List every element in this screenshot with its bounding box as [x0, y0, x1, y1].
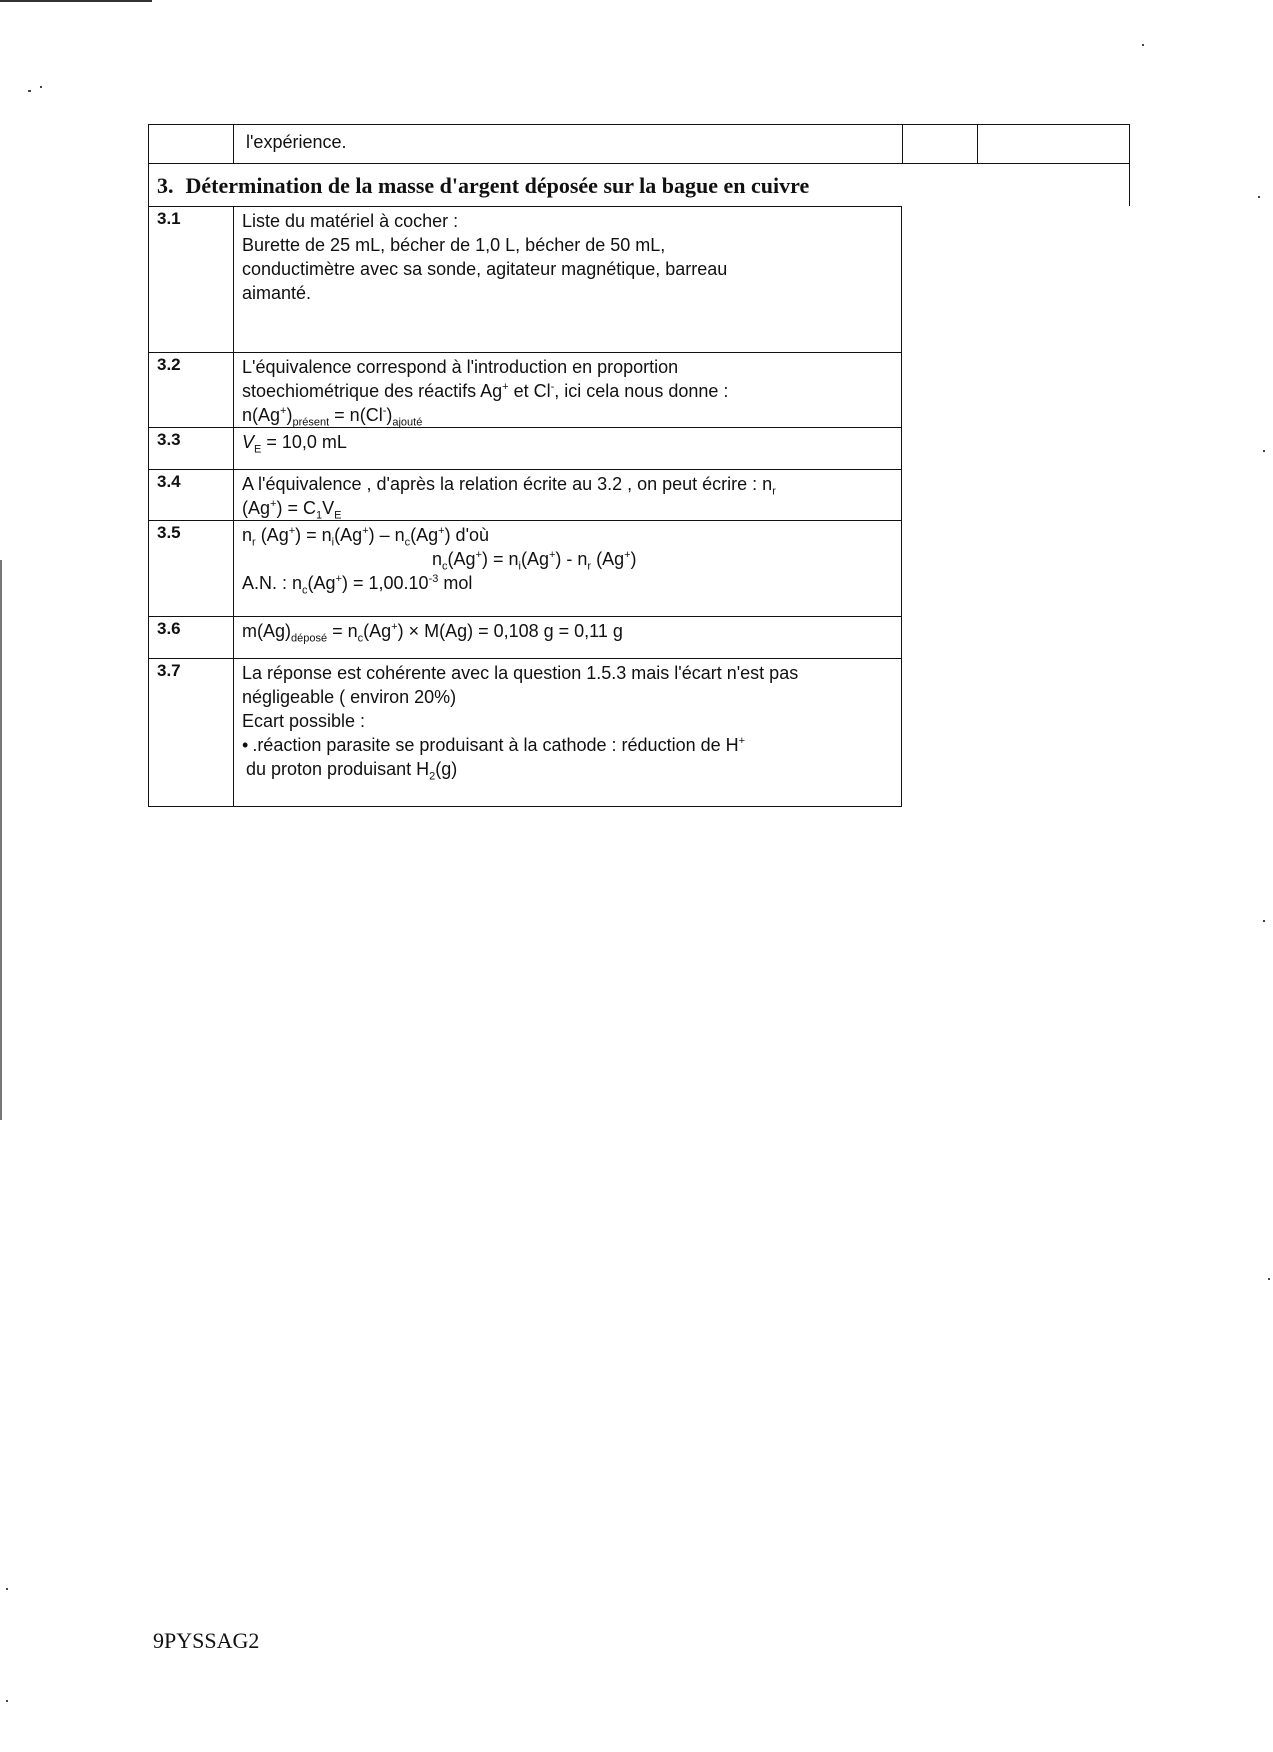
- subscript: r: [772, 485, 776, 498]
- continuation-text: l'expérience.: [234, 125, 903, 163]
- subscript: E: [254, 443, 262, 456]
- subscript: c: [357, 632, 364, 645]
- scan-speck: [1268, 1278, 1270, 1280]
- text-span: n(Ag: [242, 405, 281, 425]
- subscript: c: [404, 536, 411, 549]
- score-cell: [903, 125, 978, 163]
- answer-table: [148, 206, 902, 807]
- table-row: [149, 470, 902, 521]
- scan-top-line: [0, 0, 152, 2]
- question-number: 3.2: [149, 353, 234, 428]
- answer-line: La réponse est cohérente avec la question 1.5.3 mais l'écart n'est pas: [242, 663, 799, 683]
- text-span: ) = 1,00.10: [341, 573, 429, 593]
- answer-cell: [234, 470, 902, 521]
- table-row: [149, 659, 902, 807]
- section-title: Détermination de la masse d'argent déposée sur la bague en cuivre: [185, 173, 810, 198]
- text-span: ) × M(Ag) = 0,108 g = 0,11 g: [397, 621, 623, 641]
- answer-line: négligeable ( environ 20%): [242, 687, 457, 707]
- text-span: A.N. : n: [242, 573, 303, 593]
- section-heading: [148, 164, 1130, 206]
- superscript: -3: [428, 573, 439, 585]
- superscript: +: [738, 735, 746, 747]
- text-span: (Ag: [591, 549, 625, 569]
- question-number: 3.4: [149, 470, 234, 521]
- equation-line: [242, 547, 901, 571]
- scan-speck: [28, 90, 31, 92]
- text-span: (Ag: [410, 525, 439, 545]
- text-span: ) d'où: [444, 525, 490, 545]
- answer-line: Burette de 25 mL, bécher de 1,0 L, bécher de 50 mL,: [242, 235, 666, 255]
- superscript: +: [502, 381, 509, 393]
- text-span: A l'équivalence , d'après la relation écrite au 3.2 , on peut écrire : n: [242, 474, 773, 494]
- question-number: 3.7: [149, 659, 234, 807]
- text-span: = n(Cl: [329, 405, 383, 425]
- text-span: ) = n: [481, 549, 519, 569]
- answer-cell: [234, 428, 902, 470]
- table-row: [149, 521, 902, 617]
- subscript: i: [331, 536, 335, 549]
- answer-cell: [234, 353, 902, 428]
- text-span: = 10,0 mL: [261, 432, 347, 452]
- table-continuation-row: [148, 124, 1130, 164]
- question-number: 3.6: [149, 617, 234, 659]
- subscript: i: [518, 560, 521, 573]
- text-span: (g): [435, 759, 458, 779]
- text-span: ): [386, 405, 393, 425]
- text-span: (Ag: [334, 525, 363, 545]
- subscript: 1: [315, 509, 323, 522]
- text-span: et Cl: [508, 381, 551, 401]
- question-number: 3.5: [149, 521, 234, 617]
- superscript: -: [382, 405, 387, 417]
- scan-speck: [6, 1588, 8, 1590]
- text-span: ): [630, 549, 637, 569]
- text-span: du proton produisant H: [246, 759, 430, 779]
- superscript: +: [438, 525, 445, 537]
- text-span: ) - n: [555, 549, 588, 569]
- text-span: (Ag: [307, 573, 336, 593]
- equation-line: [242, 403, 901, 427]
- text-span: n: [242, 525, 253, 545]
- answer-line: aimanté.: [242, 283, 312, 303]
- superscript: +: [624, 549, 631, 561]
- table-row: [149, 353, 902, 428]
- document-code: 9PYSSAG2: [153, 1628, 260, 1653]
- text-span: .réaction parasite se produisant à la cathode : réduction de H: [252, 735, 739, 755]
- subscript: E: [334, 509, 342, 522]
- subscript: c: [442, 560, 448, 573]
- answer-cell: [234, 207, 902, 353]
- section-number: 3.: [157, 173, 174, 198]
- equation-line: [242, 523, 901, 547]
- superscript: +: [391, 621, 398, 633]
- scan-speck: [1263, 450, 1265, 452]
- text-span: ) – n: [368, 525, 405, 545]
- subscript: présent: [292, 416, 330, 429]
- superscript: +: [280, 405, 287, 417]
- table-row: [149, 207, 902, 353]
- numeric-application: [242, 571, 901, 595]
- text-span: (Ag: [363, 621, 392, 641]
- text-span: , ici cela nous donne :: [554, 381, 729, 401]
- scan-edge-mark: [0, 560, 2, 1120]
- text-span: mol: [438, 573, 473, 593]
- answer-cell: [234, 659, 902, 807]
- answer-cell: [234, 521, 902, 617]
- scan-speck: [40, 86, 42, 88]
- text-span: ) = n: [295, 525, 332, 545]
- superscript: +: [288, 525, 296, 537]
- answer-line: conductimètre avec sa sonde, agitateur magnétique, barreau: [242, 259, 728, 279]
- answer-line: [242, 472, 901, 496]
- equation-line: [242, 496, 901, 520]
- answer-cell: [234, 617, 902, 659]
- answer-line: [242, 757, 901, 781]
- answer-line: [242, 379, 901, 403]
- answer-line: L'équivalence correspond à l'introduction en proportion: [242, 357, 679, 377]
- text-span: ) = C: [276, 498, 316, 518]
- subscript: déposé: [291, 632, 328, 645]
- text-span: ): [286, 405, 293, 425]
- superscript: +: [475, 549, 482, 561]
- bullet-item: [242, 733, 901, 757]
- superscript: +: [270, 498, 277, 510]
- subscript: r: [252, 536, 256, 549]
- superscript: +: [362, 525, 369, 537]
- scan-speck: [1258, 196, 1260, 198]
- text-span: V: [322, 498, 335, 518]
- scan-speck: [1142, 44, 1144, 46]
- scan-speck: [6, 1700, 8, 1702]
- subscript: c: [302, 584, 308, 597]
- superscript: +: [335, 573, 342, 585]
- superscript: +: [548, 549, 556, 561]
- row-number-cell: [149, 125, 234, 163]
- text-span: = n: [327, 621, 358, 641]
- subscript: ajouté: [392, 416, 423, 429]
- text-span: stoechiométrique des réactifs Ag: [242, 381, 503, 401]
- text-span: V: [242, 432, 255, 452]
- text-span: (Ag: [242, 498, 271, 518]
- text-span: n: [432, 549, 443, 569]
- superscript: -: [550, 381, 555, 393]
- subscript: 2: [429, 770, 436, 783]
- text-span: (Ag: [447, 549, 476, 569]
- bullet-icon: •: [242, 735, 249, 755]
- question-number: 3.3: [149, 428, 234, 470]
- scan-speck: [1263, 920, 1265, 922]
- text-span: (Ag: [255, 525, 289, 545]
- text-span: m(Ag): [242, 621, 291, 641]
- answer-line: Liste du matériel à cocher :: [242, 211, 459, 231]
- table-row: [149, 428, 902, 470]
- table-row: [149, 617, 902, 659]
- question-number: 3.1: [149, 207, 234, 353]
- answer-line: Ecart possible :: [242, 711, 366, 731]
- subscript: r: [587, 560, 592, 573]
- text-span: (Ag: [520, 549, 549, 569]
